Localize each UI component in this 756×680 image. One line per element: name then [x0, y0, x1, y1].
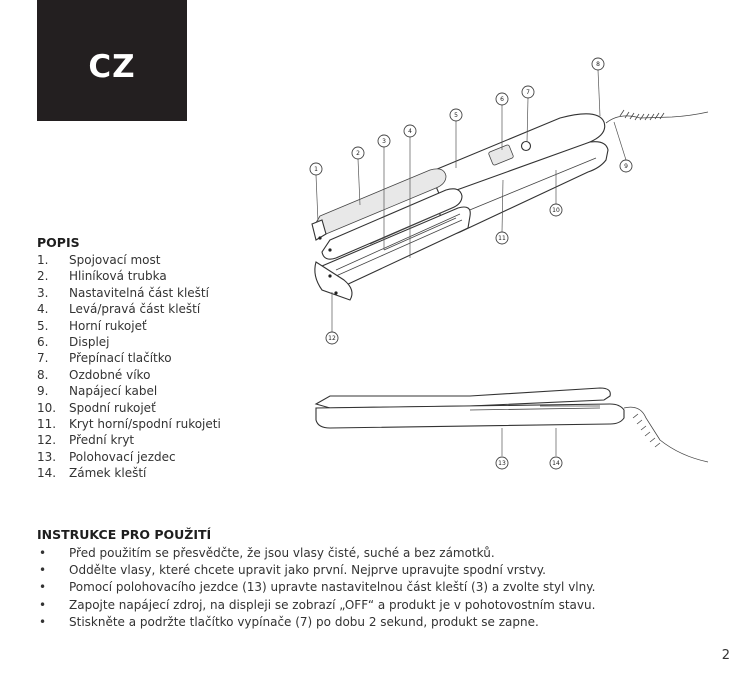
callout-6-label: 6: [500, 96, 504, 103]
item-label: Polohovací jezdec: [69, 449, 176, 464]
callout-3-label: 3: [382, 138, 386, 145]
list-item: [37, 334, 221, 350]
item-number: 5.: [37, 318, 49, 333]
list-item: [37, 449, 221, 465]
item-label: Přepínací tlačítko: [69, 351, 172, 366]
bullet: •: [39, 597, 47, 612]
callout-4: [404, 125, 416, 137]
instructions-title: INSTRUKCE PRO POUŽITÍ: [37, 527, 212, 542]
step-text: Zapojte napájecí zdroj, na displeji se zobrazí „OFF“ a produkt je v pohotovostním stavu.: [69, 597, 596, 612]
callout-5-label: 5: [454, 112, 458, 119]
list-item: [37, 367, 221, 383]
bullet: •: [39, 546, 47, 560]
step-text: Pomocí polohovacího jezdce (13) upravte nastavitelnou část kleští (3) a zvolte styl vlny.: [69, 580, 596, 595]
callout-8: [592, 58, 604, 70]
parts-list: [37, 252, 221, 482]
list-item: [37, 350, 221, 366]
callout-13-label: 13: [498, 460, 506, 467]
item-number: 9.: [37, 384, 49, 399]
item-number: 8.: [37, 367, 49, 382]
item-label: Levá/pravá část kleští: [69, 302, 201, 317]
list-item: [37, 545, 595, 562]
item-label: Spojovací most: [69, 253, 161, 267]
step-text: Oddělte vlasy, které chcete upravit jako první. Nejprve upravujte spodní vrstvy.: [69, 563, 546, 578]
item-number: 3.: [37, 285, 49, 300]
callout-12: [326, 332, 338, 344]
language-badge-text: CZ: [88, 48, 136, 85]
page-number: 2: [721, 648, 730, 663]
item-number: 13.: [37, 449, 57, 464]
callout-13: [496, 457, 508, 469]
description-title: POPIS: [37, 235, 80, 250]
callout-14-label: 14: [552, 460, 560, 467]
item-number: 10.: [37, 400, 57, 415]
item-number: 12.: [37, 433, 57, 448]
item-label: Přední kryt: [69, 433, 135, 448]
item-label: Ozdobné víko: [69, 367, 151, 382]
list-item: [37, 383, 221, 399]
item-label: Spodní rukojeť: [69, 400, 156, 415]
item-number: 2.: [37, 269, 49, 284]
item-number: 11.: [37, 417, 57, 432]
callout-9: [620, 160, 632, 172]
list-item: [37, 268, 221, 284]
callout-10: [550, 204, 562, 216]
item-number: 1.: [37, 253, 49, 267]
callout-6: [496, 93, 508, 105]
callout-4-label: 4: [408, 128, 412, 135]
item-number: 7.: [37, 351, 49, 366]
list-item: [37, 301, 221, 317]
waver-side-view: [316, 388, 708, 462]
list-item: [37, 597, 595, 614]
callout-10-label: 10: [552, 207, 560, 214]
list-item: [37, 465, 221, 481]
callout-1-label: 1: [314, 166, 318, 173]
list-item: [37, 416, 221, 432]
list-item: [37, 285, 221, 301]
callout-leaders-side: [502, 428, 556, 456]
waver-top-view: [312, 110, 708, 300]
item-number: 14.: [37, 466, 57, 481]
item-label: Napájecí kabel: [69, 384, 158, 399]
callout-11: [496, 232, 508, 244]
callout-2: [352, 147, 364, 159]
callout-3: [378, 135, 390, 147]
item-number: 4.: [37, 302, 49, 317]
item-label: Hliníková trubka: [69, 269, 167, 284]
list-item: [37, 562, 595, 579]
list-item: [37, 432, 221, 448]
callout-14: [550, 457, 562, 469]
callout-7-label: 7: [526, 89, 530, 96]
item-number: 6.: [37, 335, 49, 350]
item-label: Zámek kleští: [69, 466, 147, 481]
item-label: Displej: [69, 335, 110, 350]
list-item: [37, 614, 595, 631]
step-text: Stiskněte a podržte tlačítko vypínače (7) po dobu 2 sekund, produkt se zapne.: [69, 614, 539, 629]
callout-8-label: 8: [596, 61, 600, 68]
callout-12-label: 12: [328, 335, 336, 342]
item-label: Kryt horní/spodní rukojeti: [69, 417, 221, 432]
callout-9-label: 9: [624, 163, 628, 170]
callout-7: [522, 86, 534, 98]
bullet: •: [39, 614, 47, 629]
step-text: Před použitím se přesvědčte, že jsou vlasy čisté, suché a bez zámotků.: [69, 546, 495, 560]
bullet: •: [39, 580, 47, 595]
callout-2-label: 2: [356, 150, 360, 157]
callout-5: [450, 109, 462, 121]
bullet: •: [39, 563, 47, 578]
instructions-list: [37, 545, 595, 631]
list-item: [37, 579, 595, 596]
list-item: [37, 400, 221, 416]
list-item: [37, 252, 221, 268]
list-item: [37, 318, 221, 334]
callout-1: [310, 163, 322, 175]
item-label: Horní rukojeť: [69, 318, 147, 333]
callout-11-label: 11: [498, 235, 506, 242]
item-label: Nastavitelná část kleští: [69, 285, 209, 300]
